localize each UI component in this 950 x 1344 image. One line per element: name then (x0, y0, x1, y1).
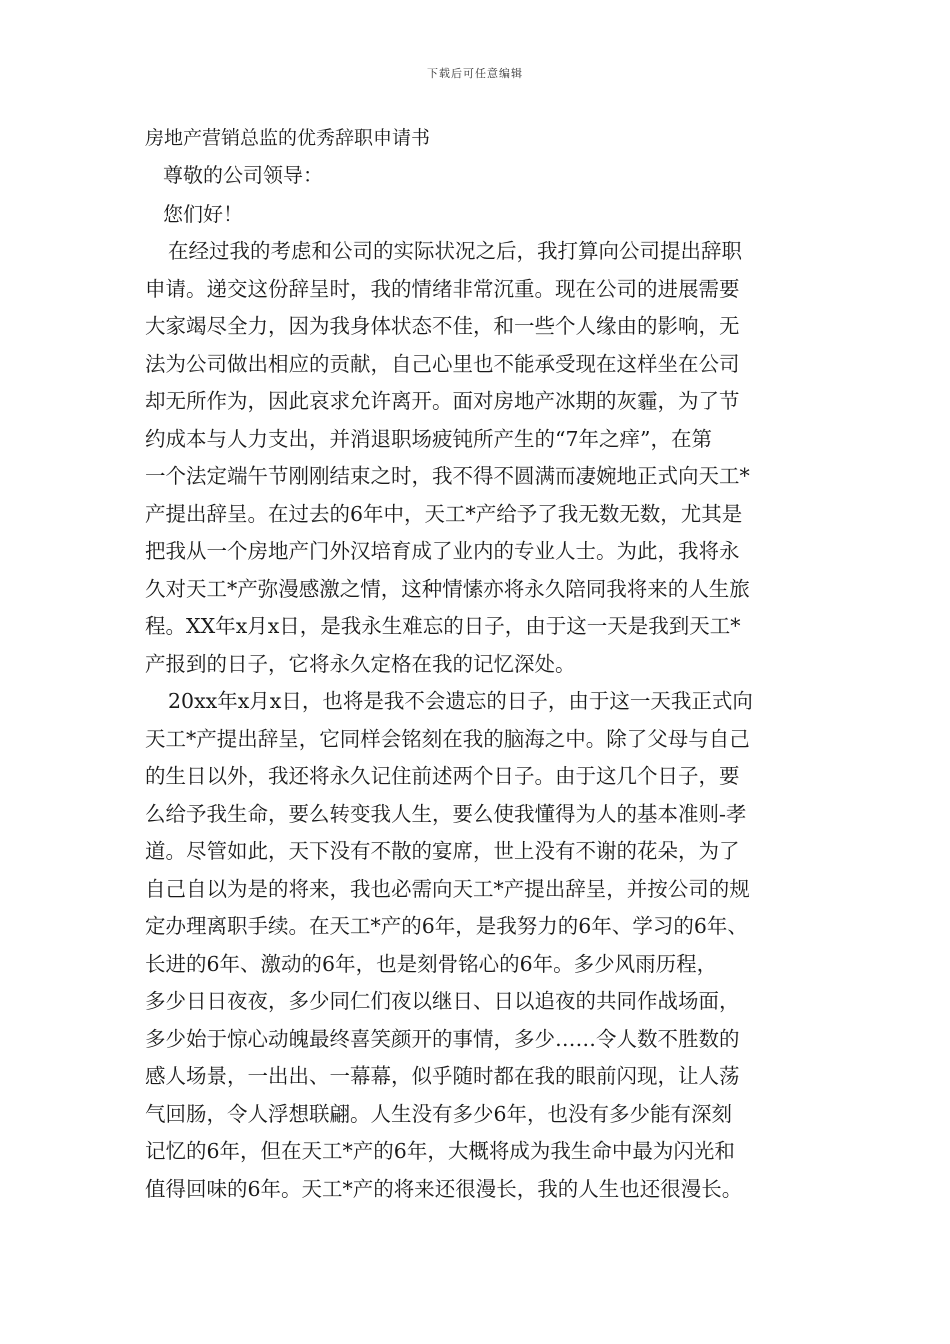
body-line: 长进的6年、激动的6年，也是刻骨铭心的6年。多少风雨历程， (145, 951, 718, 976)
body-line: 把我从一个房地产门外汉培育成了业内的专业人士。为此，我将永 (145, 539, 740, 563)
body-line: 值得回味的6年。天工*产的将来还很漫长，我的人生也还很漫长。 (145, 1176, 743, 1201)
greeting: 您们好！ (163, 202, 243, 226)
body-line: 的生日以外，我还将永久记住前述两个日子。由于这几个日子，要 (145, 764, 740, 788)
body-line: 气回肠，令人浮想联翩。人生没有多少6年，也没有多少能有深刻 (145, 1101, 733, 1126)
body-line: 申请。递交这份辞呈时，我的情绪非常沉重。现在公司的进展需要 (145, 276, 740, 301)
salutation: 尊敬的公司领导： (163, 163, 323, 187)
body-line: 道。尽管如此，天下没有不散的宴席，世上没有不谢的花朵，为了 (145, 839, 740, 863)
body-line: 记忆的6年，但在天工*产的6年，大概将成为我生命中最为闪光和 (145, 1139, 735, 1163)
body-line: 多少始于惊心动魄最终喜笑颜开的事情，多少……令人数不胜数的 (145, 1026, 740, 1051)
body-line: 久对天工*产弥漫感激之情，这种情愫亦将永久陪同我将来的人生旅 (145, 576, 750, 601)
body-line: 感人场景，一出出、一幕幕，似乎随时都在我的眼前闪现，让人荡 (145, 1064, 740, 1088)
body-line: 程。XX年x月x日，是我永生难忘的日子，由于这一天是我到天工* (145, 614, 741, 638)
document-title: 房地产营销总监的优秀辞职申请书 (145, 127, 431, 149)
body-line: 产提出辞呈。在过去的6年中，天工*产给予了我无数无数，尤其是 (145, 501, 743, 526)
letter-body (145, 233, 815, 1208)
body-line: 20xx年x月x日，也将是我不会遗忘的日子，由于这一天我正式向 (168, 689, 753, 713)
body-line: 么给予我生命，要么转变我人生，要么使我懂得为人的基本准则-孝 (145, 801, 747, 826)
body-line: 自己自以为是的将来，我也必需向天工*产提出辞呈，并按公司的规 (145, 876, 750, 901)
body-line: 天工*产提出辞呈，它同样会铭刻在我的脑海之中。除了父母与自己 (145, 726, 750, 751)
body-line: 一个法定端午节刚刚结束之时，我不得不圆满而凄婉地正式向天工* (145, 464, 750, 488)
body-line: 约成本与人力支出，并消退职场疲钝所产生的“7年之痒”，在第 (145, 426, 713, 451)
body-line: 产报到的日子，它将永久定格在我的记忆深处。 (145, 651, 576, 676)
body-line: 大家竭尽全力，因为我身体状态不佳，和一些个人缘由的影响，无 (145, 314, 740, 338)
body-line: 多少日日夜夜，多少同仁们夜以继日、日以追夜的共同作战场面， (145, 989, 740, 1013)
body-line: 在经过我的考虑和公司的实际状况之后，我打算向公司提出辞职 (168, 239, 742, 263)
page-header: 下载后可任意编辑 (427, 67, 523, 80)
body-line: 法为公司做出相应的贡献，自己心里也不能承受现在这样坐在公司 (145, 351, 740, 376)
body-line: 定办理离职手续。在天工*产的6年，是我努力的6年、学习的6年、 (145, 914, 748, 938)
body-line: 却无所作为，因此哀求允许离开。面对房地产冰期的灰霾，为了节 (145, 389, 740, 413)
